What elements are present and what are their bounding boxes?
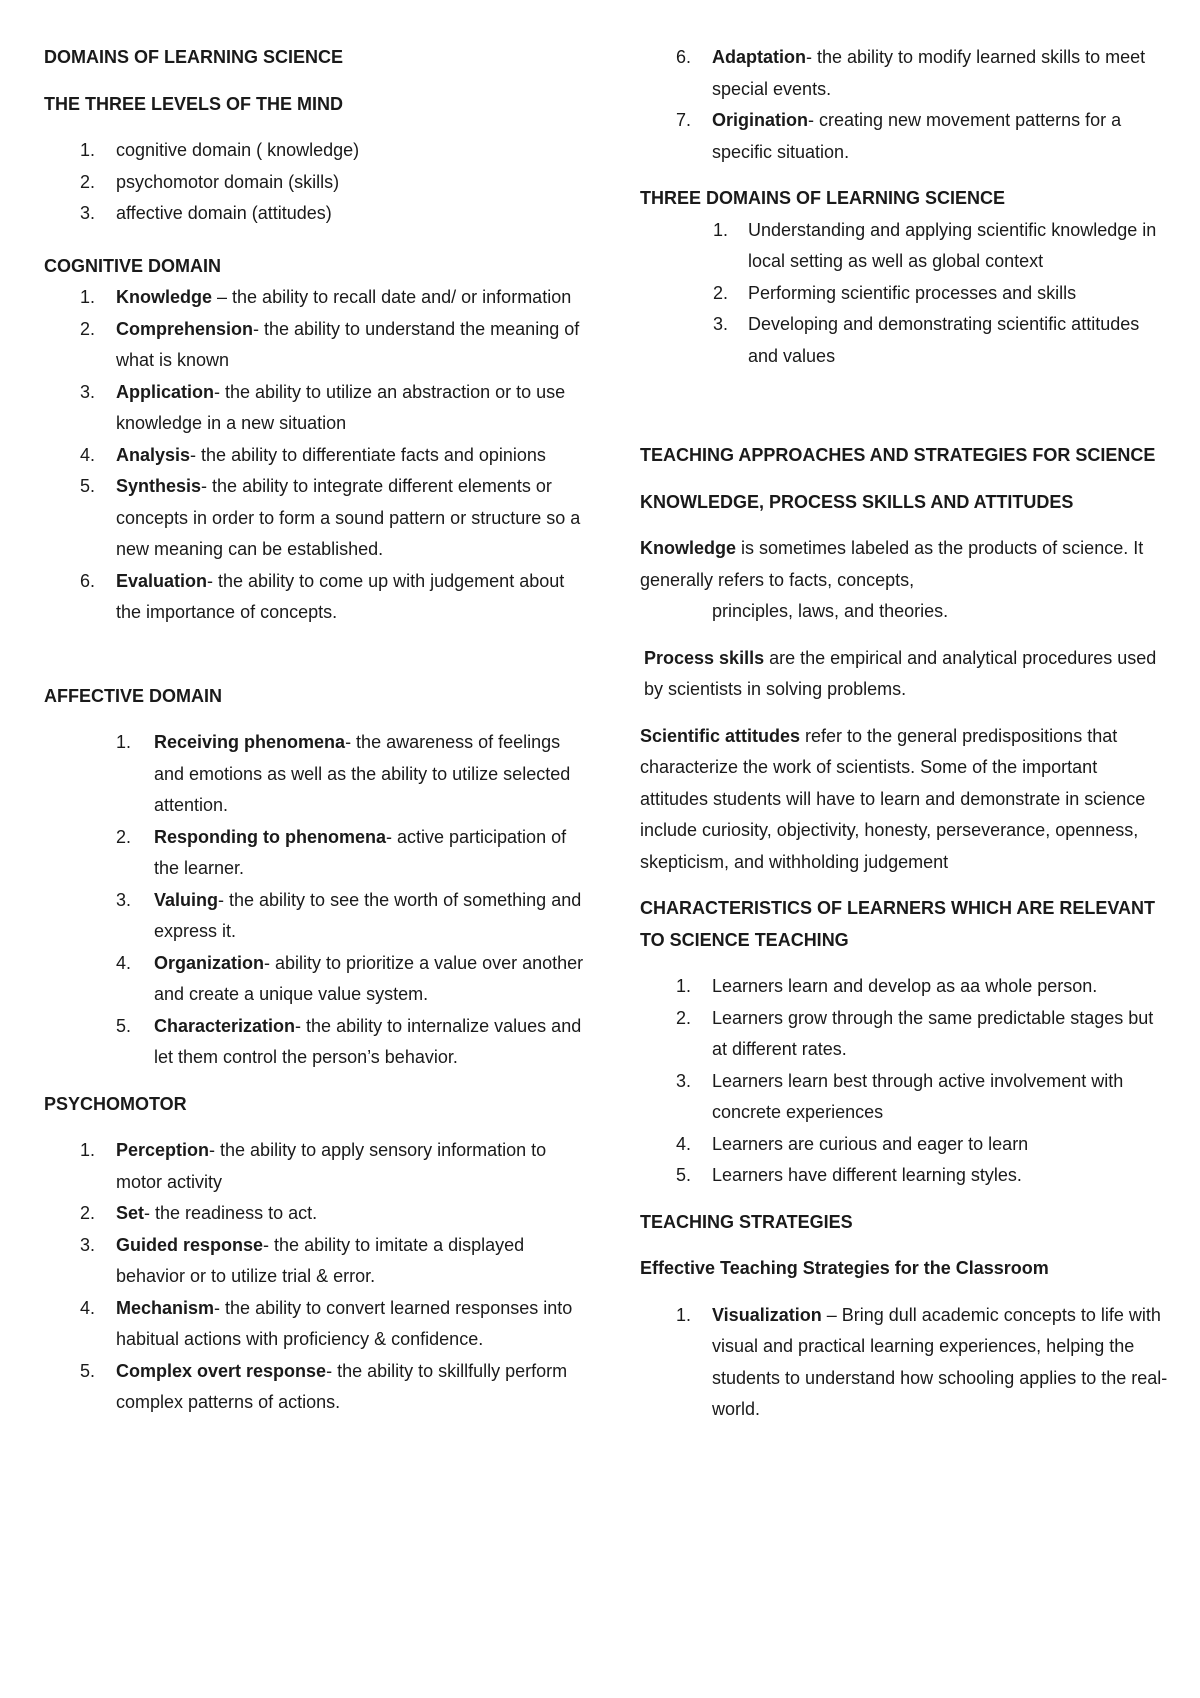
document-title: DOMAINS OF LEARNING SCIENCE	[44, 47, 344, 67]
list-item: 6. Evaluation- the ability to come up with judgement about the importance of concepts.	[80, 570, 565, 622]
list-item: 1. Understanding and applying scientific knowledge in local setting as well as global context	[713, 219, 1157, 271]
effective-strategies-heading: Effective Teaching Strategies for the Classroom	[640, 1258, 1049, 1278]
three-domains-list	[640, 215, 1170, 373]
list-item: 3. Application- the ability to utilize an abstraction or to use knowledge in a new situation	[80, 381, 566, 433]
list-item: 1. Visualization – Bring dull academic concepts to life with visual and practical learning experiences, helping the students to understand how schooling applies to the real- world.	[676, 1304, 1168, 1419]
list-item: 4. Mechanism- the ability to convert learned responses into habitual actions with proficiency & confidence.	[80, 1297, 573, 1349]
levels-heading: THE THREE LEVELS OF THE MIND	[44, 93, 344, 114]
affective-heading: AFFECTIVE DOMAIN	[44, 685, 222, 706]
list-item: 4. Learners are curious and eager to learn	[676, 1133, 1029, 1154]
list-item: 5. Synthesis- the ability to integrate different elements or concepts in order to form a sound pattern or structure so a new meaning can be established.	[80, 476, 581, 559]
characteristics-heading: CHARACTERISTICS OF LEARNERS WHICH ARE RELEVANT TO SCIENCE TEACHING	[640, 898, 1156, 950]
process-skills-paragraph: Process skills are the empirical and analytical procedures used by scientists in solving problems.	[644, 647, 1157, 699]
list-item: 5. Learners have different learning styles.	[676, 1165, 1022, 1185]
list-item: 3. Developing and demonstrating scientific attitudes and values	[713, 314, 1140, 366]
levels-list	[44, 135, 584, 230]
list-item: 3. Valuing- the ability to see the worth of something and express it.	[116, 889, 582, 941]
list-item: 2. Comprehension- the ability to understand the meaning of what is known	[80, 318, 580, 370]
psychomotor-heading: PSYCHOMOTOR	[44, 1093, 187, 1114]
teaching-approaches-heading: TEACHING APPROACHES AND STRATEGIES FOR SCIENCE	[640, 445, 1156, 465]
characteristics-list	[640, 971, 1170, 1192]
list-item: 2. psychomotor domain (skills)	[80, 171, 340, 192]
psychomotor-list-continued	[640, 42, 1170, 168]
right-column	[640, 42, 1170, 1426]
psychomotor-list	[44, 1135, 584, 1419]
list-item: 4. Organization- ability to prioritize a value over another and create a unique value system.	[116, 952, 584, 1004]
cognitive-heading: COGNITIVE DOMAIN	[44, 255, 222, 276]
three-domains-heading: THREE DOMAINS OF LEARNING SCIENCE	[640, 188, 1006, 208]
list-item: 1. Learners learn and develop as aa whole person.	[676, 976, 1098, 996]
cognitive-list	[44, 282, 584, 629]
knowledge-paragraph: Knowledge is sometimes labeled as the products of science. It generally refers to facts, concepts,	[640, 538, 1144, 590]
list-item: 5. Complex overt response- the ability to skillfully perform complex patterns of actions.	[80, 1360, 568, 1412]
list-item: 1. cognitive domain ( knowledge)	[80, 140, 360, 160]
list-item: 3. Learners learn best through active involvement with concrete experiences	[676, 1070, 1124, 1122]
list-item: 1. Knowledge – the ability to recall date and/ or information	[80, 287, 572, 307]
list-item: 4. Analysis- the ability to differentiate facts and opinions	[80, 444, 546, 465]
list-item: 5. Characterization- the ability to internalize values and let them control the person’s behavior.	[116, 1015, 582, 1067]
teaching-strategies-heading: TEACHING STRATEGIES	[640, 1211, 853, 1232]
affective-list	[44, 727, 584, 1074]
list-item: 7. Origination- creating new movement patterns for a specific situation.	[676, 110, 1122, 162]
list-item: 2. Responding to phenomena- active participation of the learner.	[116, 826, 567, 878]
list-item: 3. affective domain (attitudes)	[80, 203, 332, 223]
effective-strategies-list	[640, 1300, 1170, 1426]
kps-heading: KNOWLEDGE, PROCESS SKILLS AND ATTITUDES	[640, 491, 1074, 512]
list-item: 1. Receiving phenomena- the awareness of feelings and emotions as well as the ability to utilize selected attention.	[116, 732, 571, 815]
list-item: 3. Guided response- the ability to imitate a displayed behavior or to utilize trial & error.	[80, 1234, 525, 1286]
list-item: 2. Set- the readiness to act.	[80, 1203, 318, 1223]
list-item: 2. Learners grow through the same predictable stages but at different rates.	[676, 1007, 1154, 1059]
list-item: 1. Perception- the ability to apply sensory information to motor activity	[80, 1140, 547, 1192]
scientific-attitudes-paragraph: Scientific attitudes refer to the general predispositions that characterize the work of scientists. Some of the important attitudes students will have to learn and demonstrate in science include curiosity, objectivity, honesty, perseverance, openness, skepticism, and withholding judgement	[640, 725, 1146, 872]
list-item: 6. Adaptation- the ability to modify learned skills to meet special events.	[676, 47, 1146, 99]
list-item: 2. Performing scientific processes and skills	[713, 282, 1077, 303]
left-column	[44, 42, 584, 1419]
knowledge-paragraph-continued: principles, laws, and theories.	[712, 601, 949, 621]
